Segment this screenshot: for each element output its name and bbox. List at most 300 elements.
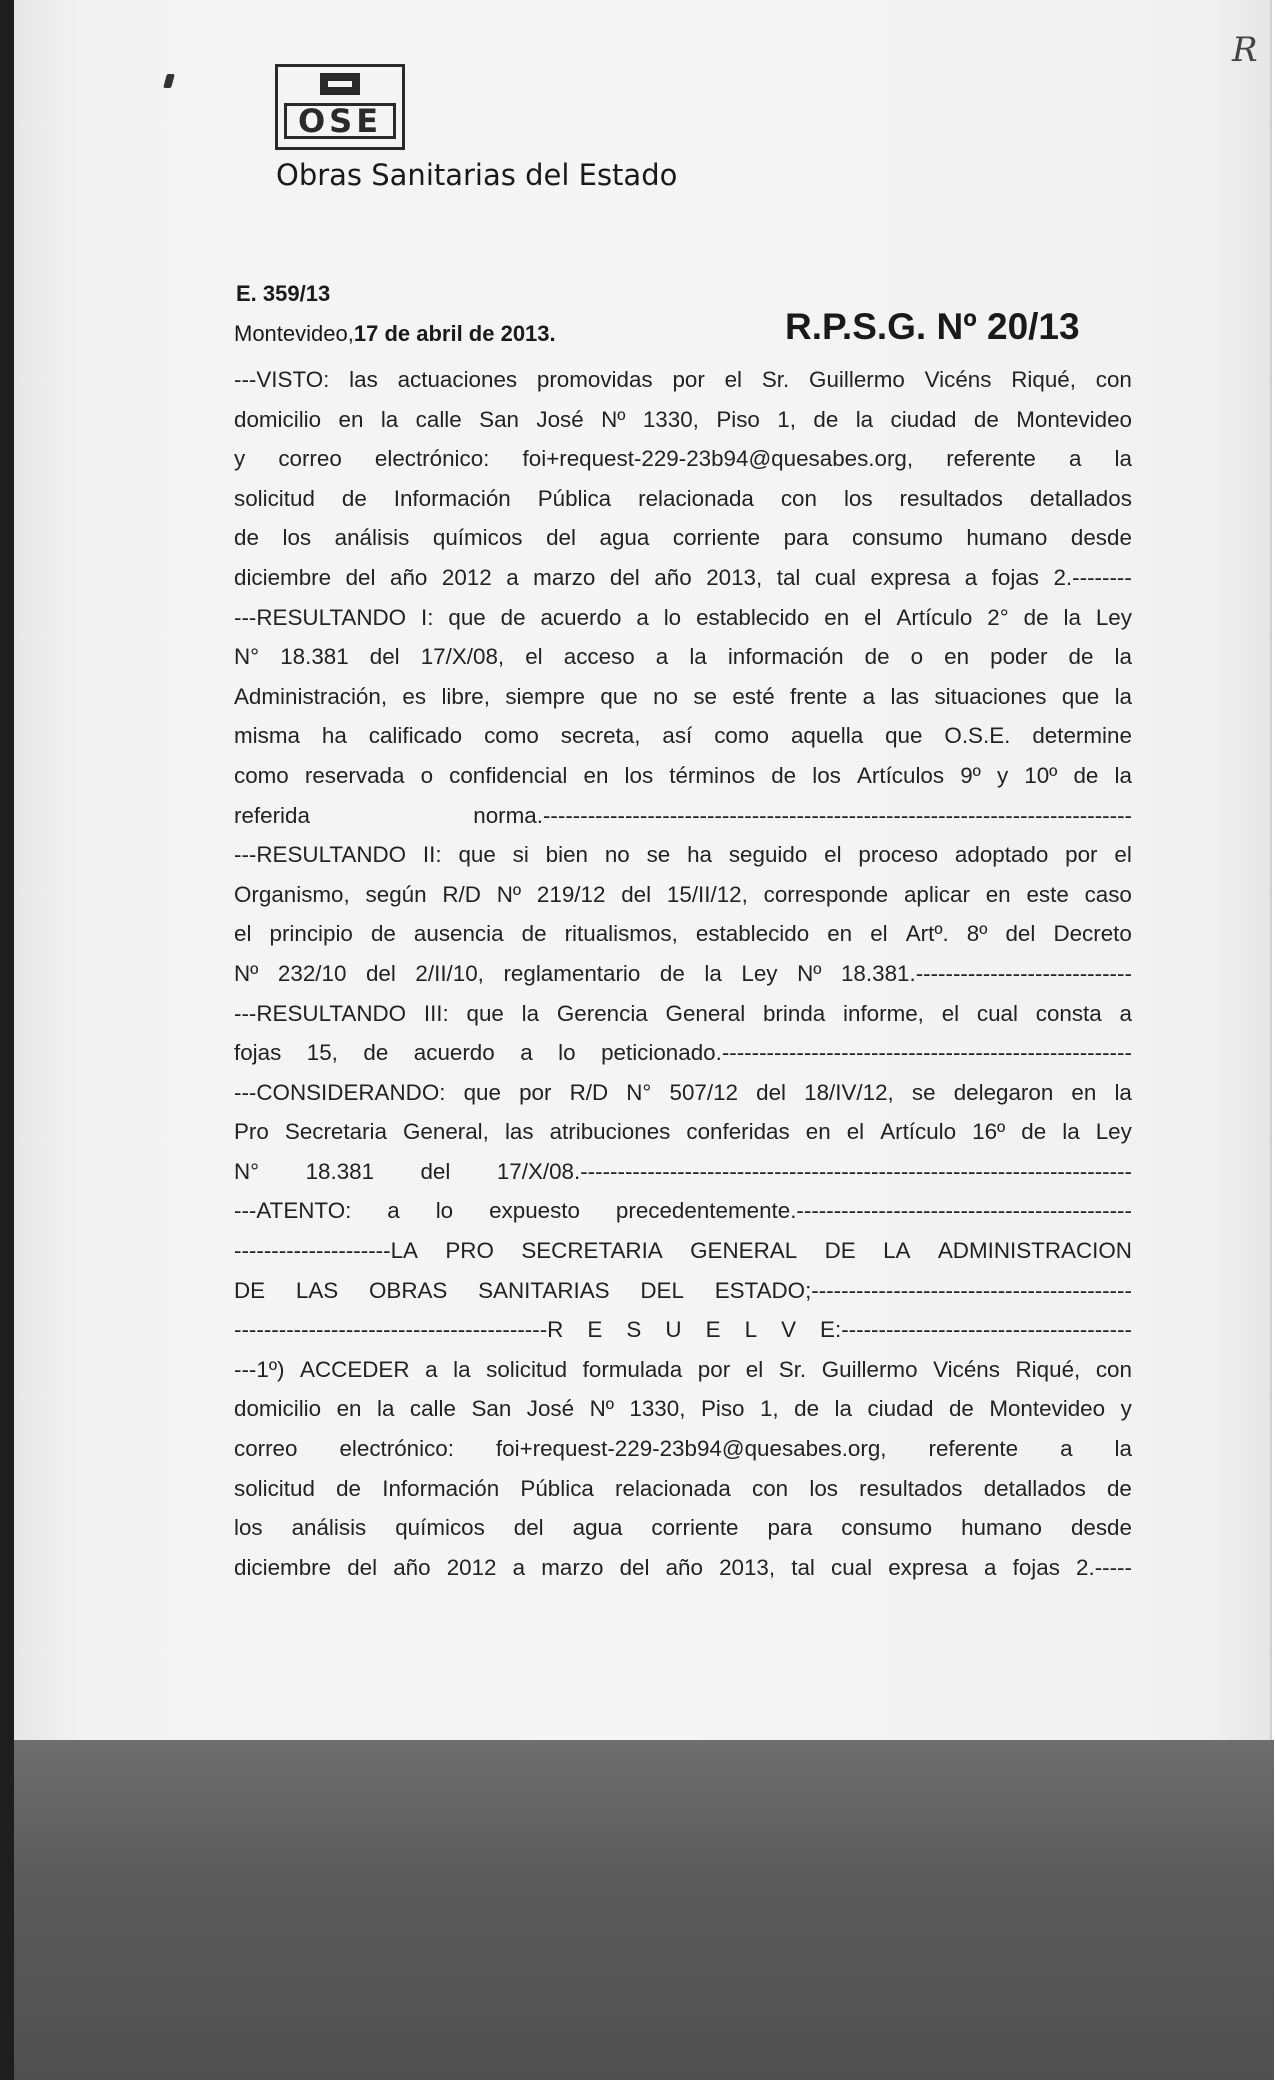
word: Secretaria <box>284 1119 387 1145</box>
word: la <box>453 1356 471 1382</box>
word: el <box>941 1000 960 1026</box>
word: químicos <box>432 525 523 551</box>
word: electrónico: <box>374 446 490 472</box>
word: que <box>463 1079 501 1105</box>
word: Ley <box>1095 604 1132 630</box>
word: del <box>369 644 400 670</box>
scan-shadow <box>14 1740 1274 2100</box>
word: Sr. <box>761 367 790 392</box>
word: que <box>885 723 923 749</box>
word: del <box>365 960 396 986</box>
document-line <box>234 677 1132 717</box>
word: referida <box>234 802 310 828</box>
document-line <box>234 756 1132 796</box>
word: la <box>380 406 399 432</box>
word: Artículos <box>856 762 945 788</box>
word: ha <box>687 842 712 868</box>
word: Pública <box>537 485 612 511</box>
word: en <box>827 921 853 947</box>
document-line <box>234 479 1132 519</box>
word: así <box>662 723 693 749</box>
document-line <box>234 400 1132 440</box>
word: humano <box>966 525 1048 551</box>
word: del <box>756 1079 787 1105</box>
word: General, <box>403 1119 489 1145</box>
word: la <box>1062 1119 1080 1145</box>
word: Información <box>382 1475 500 1501</box>
word: términos <box>669 762 756 788</box>
word: como <box>234 762 289 788</box>
word: y <box>996 762 1009 788</box>
word: 15/II/12, <box>666 881 748 907</box>
word: se <box>911 1079 936 1105</box>
word: a <box>1119 1000 1132 1026</box>
word: 2.----- <box>1076 1554 1132 1580</box>
word: establecido <box>695 921 810 947</box>
word: Organismo, <box>234 881 350 907</box>
word: 2012 <box>441 564 492 590</box>
word: o <box>420 762 434 788</box>
word: diciembre <box>234 564 332 590</box>
word: de <box>948 1396 974 1422</box>
word: 17/X/08.-------------------------------------------------------------------------- <box>496 1158 1132 1184</box>
word: por <box>519 1079 552 1105</box>
word: el <box>870 921 888 947</box>
word: no <box>604 842 630 868</box>
word: Nº <box>234 960 259 986</box>
word: bien <box>545 842 588 868</box>
document-line <box>234 716 1132 756</box>
word: en <box>985 881 1011 907</box>
word: fojas <box>991 564 1039 590</box>
word: III: <box>423 1000 449 1026</box>
word: a <box>512 1554 526 1580</box>
word: para <box>767 1515 813 1541</box>
word: II: <box>422 842 442 868</box>
word: lo <box>558 1040 576 1066</box>
word: de <box>794 1396 820 1422</box>
word: el <box>864 604 882 630</box>
word: de <box>813 406 839 432</box>
date-value: 17 de abril de 2013. <box>353 321 556 346</box>
word: en <box>1071 1079 1097 1105</box>
word: San <box>471 1396 512 1422</box>
word: la <box>1114 683 1132 709</box>
word: S <box>626 1317 642 1343</box>
word: el <box>846 1119 865 1145</box>
word: informe, <box>843 1000 924 1026</box>
word: de <box>1021 1119 1047 1145</box>
word: misma <box>234 723 300 749</box>
document-line <box>234 637 1132 677</box>
document-line <box>234 914 1132 954</box>
word: referente <box>928 1436 1019 1462</box>
word: los <box>234 1515 263 1541</box>
word: en <box>583 762 609 788</box>
word: ---RESULTANDO <box>234 842 407 868</box>
word: actuaciones <box>397 367 518 392</box>
word: para <box>783 525 829 551</box>
word: Piso <box>700 1396 745 1422</box>
document-line <box>234 1310 1132 1350</box>
word: ---ATENTO: <box>234 1198 352 1224</box>
word: el <box>234 921 252 947</box>
word: relacionada <box>638 485 754 511</box>
document-line <box>234 1271 1132 1311</box>
word: 18.381 <box>280 644 349 670</box>
word: cual <box>831 1554 873 1580</box>
word: 1, <box>777 406 796 432</box>
word: L <box>744 1317 758 1343</box>
word: I: <box>421 604 434 630</box>
document-line <box>234 598 1132 638</box>
word: de <box>234 525 259 551</box>
word: Montevideo <box>989 1396 1106 1422</box>
word: agua <box>572 1515 623 1541</box>
word: DE <box>234 1277 266 1303</box>
word: lo <box>435 1198 454 1224</box>
word: como <box>484 723 539 749</box>
word: de <box>1068 644 1094 670</box>
word: acceso <box>563 644 635 670</box>
document-line <box>234 1231 1132 1271</box>
word: Administración, <box>234 683 388 709</box>
word: O.S.E. <box>944 723 1011 749</box>
word: por <box>672 367 705 392</box>
word: de <box>1106 1475 1132 1501</box>
word: U <box>665 1317 682 1343</box>
word: E:--------------------------------------- <box>820 1317 1132 1343</box>
word: en <box>805 1119 831 1145</box>
word: ciudad <box>890 406 957 432</box>
word: del <box>420 1158 451 1184</box>
word: correo <box>278 446 342 472</box>
resolution-number: R.P.S.G. Nº 20/13 <box>785 306 1080 347</box>
word: V <box>781 1317 796 1343</box>
word: Pública <box>520 1475 594 1501</box>
word: Nº <box>589 1396 614 1422</box>
word: análisis <box>334 525 410 551</box>
word: Nº <box>797 960 822 986</box>
word: se <box>693 683 717 709</box>
word: foi+request-229-23b94@quesabes.org, <box>522 446 914 472</box>
word: proceso <box>858 842 939 868</box>
word: por <box>697 1356 731 1382</box>
word: ---RESULTANDO <box>234 604 407 630</box>
word: ---CONSIDERANDO: <box>234 1079 446 1105</box>
word: 2.-------- <box>1053 564 1132 590</box>
word: fojas <box>1012 1554 1060 1580</box>
document-line <box>234 954 1132 994</box>
word: General <box>665 1000 746 1026</box>
word: este <box>1026 881 1069 907</box>
word: agua <box>599 525 650 551</box>
word: de <box>1073 762 1099 788</box>
word: la <box>689 644 707 670</box>
word: Nº <box>496 881 522 907</box>
word: Ley <box>1095 1119 1132 1145</box>
word: ausencia <box>413 921 504 947</box>
word: Artículo <box>896 604 973 630</box>
word: a <box>862 683 876 709</box>
document-line <box>234 1033 1132 1073</box>
word: 18/IV/12, <box>804 1079 894 1105</box>
word: la <box>855 406 874 432</box>
word: N° <box>234 1158 260 1184</box>
word: año <box>654 564 692 590</box>
word: precedentemente.--------------------------------------------- <box>615 1198 1132 1224</box>
word: de <box>336 1475 362 1501</box>
word: 9º <box>960 762 981 788</box>
word: las <box>504 1119 534 1145</box>
word: marzo <box>541 1554 604 1580</box>
document-line <box>234 1350 1132 1390</box>
word: esté <box>732 683 775 709</box>
word: reglamentario <box>503 960 641 986</box>
word: corriente <box>672 525 761 551</box>
word: electrónico: <box>339 1436 454 1462</box>
word: del <box>347 1554 378 1580</box>
word: en <box>338 406 364 432</box>
word: LA <box>883 1238 911 1264</box>
word: acuerdo <box>540 604 622 630</box>
ose-logo <box>275 64 405 150</box>
word: Guillermo <box>821 1356 918 1382</box>
word: aplicar <box>903 881 970 907</box>
word: Nº <box>601 406 626 432</box>
word: Piso <box>716 406 760 432</box>
word: domicilio <box>234 406 322 432</box>
word: a <box>636 604 649 630</box>
document-line <box>234 1191 1132 1231</box>
word: secreta, <box>560 723 641 749</box>
word: delegaron <box>953 1079 1054 1105</box>
word: promovidas <box>536 367 653 392</box>
word: Artículo <box>880 1119 957 1145</box>
word: 2013, <box>719 1554 776 1580</box>
word: acuerdo <box>413 1040 495 1066</box>
corner-initial: R <box>1232 30 1258 70</box>
document-line <box>234 518 1132 558</box>
word: el <box>724 367 743 392</box>
word: Guillermo <box>809 367 905 392</box>
word: año <box>390 564 428 590</box>
word: la <box>1114 1079 1132 1105</box>
word: conferidas <box>686 1119 790 1145</box>
word: detallados <box>1029 485 1132 511</box>
word: ADMINISTRACION <box>937 1238 1132 1264</box>
word: seguido <box>728 842 808 868</box>
word: formulada <box>582 1356 683 1382</box>
word: de <box>771 762 797 788</box>
word: la <box>1063 604 1081 630</box>
word: DEL <box>640 1277 684 1303</box>
word: determine <box>1032 723 1132 749</box>
word: ESTADO;------------------------------------------- <box>714 1277 1132 1303</box>
document-line <box>234 558 1132 598</box>
word: la <box>1114 1436 1132 1462</box>
logo-text: OSE <box>284 103 396 139</box>
word: a <box>1068 446 1082 472</box>
word: ritualismos, <box>564 921 678 947</box>
word: 507/12 <box>669 1079 738 1105</box>
word: principio <box>269 921 353 947</box>
word: que <box>458 842 496 868</box>
word: expuesto <box>489 1198 580 1224</box>
document-line <box>234 1469 1132 1509</box>
word: 219/12 <box>536 881 606 907</box>
dateline <box>234 321 556 347</box>
word: Artº. <box>905 921 949 947</box>
word: con <box>1095 1356 1132 1382</box>
word: PRO <box>445 1238 494 1264</box>
word: los <box>843 485 873 511</box>
word: la <box>1114 644 1132 670</box>
word: DE <box>824 1238 856 1264</box>
word: consta <box>1035 1000 1102 1026</box>
word: de <box>864 644 890 670</box>
word: referente <box>946 446 1036 472</box>
word: los <box>809 1475 838 1501</box>
word: 10º <box>1024 762 1058 788</box>
word: GENERAL <box>690 1238 798 1264</box>
word: expresa <box>888 1554 968 1580</box>
word: el <box>745 1356 764 1382</box>
word: resultados <box>899 485 1003 511</box>
word: con <box>1095 367 1132 392</box>
word: el <box>824 842 842 868</box>
word: la <box>704 960 722 986</box>
word: 1, <box>759 1396 779 1422</box>
word: que <box>466 1000 504 1026</box>
word: la <box>834 1396 852 1422</box>
word: fojas <box>234 1040 282 1066</box>
word: en <box>824 604 850 630</box>
word: de <box>370 921 396 947</box>
word: de <box>659 960 685 986</box>
word: del <box>1005 921 1036 947</box>
document-line <box>234 1073 1132 1113</box>
word: a <box>1060 1436 1073 1462</box>
word: ---1º) <box>234 1356 285 1382</box>
word: o <box>910 644 924 670</box>
word: establecido <box>696 604 810 630</box>
word: relacionada <box>615 1475 731 1501</box>
word: expresa <box>870 564 951 590</box>
document-line <box>234 994 1132 1034</box>
word: diciembre <box>234 1554 332 1580</box>
word: norma.------------------------------------------------------------------------------- <box>473 802 1132 828</box>
word: Pro <box>234 1119 269 1145</box>
word: caso <box>1084 881 1132 907</box>
word: 2012 <box>446 1554 497 1580</box>
word: San <box>479 406 519 432</box>
word: José <box>536 406 584 432</box>
word: solicitud <box>234 485 315 511</box>
word: detallados <box>983 1475 1086 1501</box>
expediente-number: E. 359/13 <box>236 281 331 306</box>
word: de <box>363 1040 389 1066</box>
word: Gerencia <box>556 1000 648 1026</box>
document-line <box>234 1152 1132 1192</box>
word: 8º <box>966 921 988 947</box>
word: cual <box>976 1000 1018 1026</box>
word: el <box>1114 842 1132 868</box>
word: a <box>984 1554 997 1580</box>
word: ---------------------LA <box>234 1238 418 1264</box>
word: químicos <box>395 1515 485 1541</box>
word: se <box>646 842 671 868</box>
word: 2/II/10, <box>415 960 484 986</box>
word: de <box>1023 604 1049 630</box>
word: desde <box>1070 1515 1132 1541</box>
word: y <box>234 446 246 472</box>
word: consumo <box>851 525 943 551</box>
word: E <box>587 1317 603 1343</box>
scan-edge <box>0 0 14 2100</box>
word: N° <box>626 1079 652 1105</box>
word: del <box>619 1554 650 1580</box>
word: de <box>341 485 367 511</box>
word: a <box>425 1356 438 1382</box>
date-prefix: Montevideo, <box>234 321 354 346</box>
word: tal <box>776 564 801 590</box>
word: la <box>376 1396 395 1422</box>
word: foi+request-229-23b94@quesabes.org, <box>495 1436 887 1462</box>
word: de <box>521 921 547 947</box>
word: aquella <box>790 723 864 749</box>
word: corresponde <box>763 881 889 907</box>
word: solicitud <box>234 1475 315 1501</box>
word: que <box>1061 683 1100 709</box>
document-line <box>234 835 1132 875</box>
word: a <box>520 1040 533 1066</box>
word: 15, <box>306 1040 338 1066</box>
word: 17/X/08, <box>420 644 505 670</box>
word: situaciones <box>934 683 1047 709</box>
word: ------------------------------------------R <box>234 1317 564 1343</box>
word: ciudad <box>867 1396 934 1422</box>
word: a <box>964 564 978 590</box>
word: Vicéns <box>933 1356 1000 1382</box>
word: desde <box>1070 525 1132 551</box>
scan-margin <box>0 2080 1275 2100</box>
word: 1330, <box>642 406 699 432</box>
word: de <box>973 406 999 432</box>
word: 2013, <box>706 564 763 590</box>
word: por <box>1065 842 1098 868</box>
word: si <box>512 842 529 868</box>
word: José <box>526 1396 575 1422</box>
word: del <box>609 564 640 590</box>
document-line <box>234 360 1132 400</box>
word: las <box>349 367 378 392</box>
word: 1330, <box>629 1396 686 1422</box>
word: 232/10 <box>277 960 347 986</box>
word: el <box>525 644 543 670</box>
word: cual <box>814 564 856 590</box>
word: Sr. <box>778 1356 807 1382</box>
document-line <box>234 1389 1132 1429</box>
word: a <box>506 564 519 590</box>
word: frente <box>790 683 848 709</box>
word: ha <box>321 723 347 749</box>
word: libre, <box>441 683 490 709</box>
document-line <box>234 1429 1132 1469</box>
word: Información <box>393 485 511 511</box>
word: los <box>624 762 654 788</box>
word: ACCEDER <box>300 1356 410 1382</box>
